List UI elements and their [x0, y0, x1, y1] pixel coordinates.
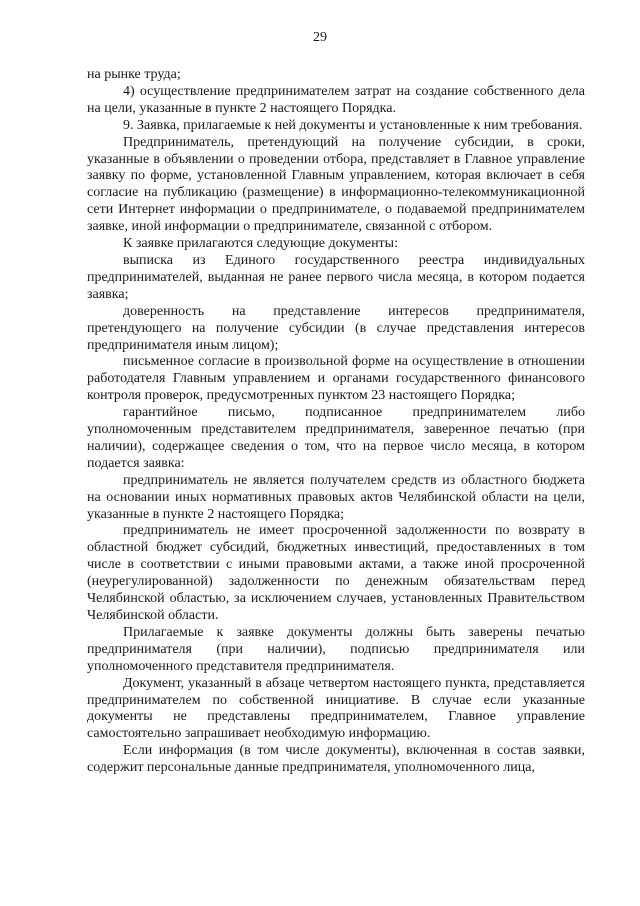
paragraph: выписка из Единого государственного реестра индивидуальных предпринимателей, выданная не ранее первого числа месяца, в котором подается заявка; — [87, 252, 585, 302]
paragraph: гарантийное письмо, подписанное предпринимателем либо уполномоченным представителем предпринимателя, заверенное печатью (при наличии), содержащее сведения о том, что на первое число месяца, в котором подается заявка: — [87, 405, 585, 471]
paragraph: Прилагаемые к заявке документы должны быть заверены печатью предпринимателя (при наличии), подписью предпринимателя или уполномоченного представителя предпринимателя. — [87, 624, 585, 674]
paragraph: 9. Заявка, прилагаемые к ней документы и установленные к ним требования. — [123, 117, 583, 133]
paragraph: 4) осуществление предпринимателем затрат на создание собственного дела на цели, указанные в пункте 2 настоящего Порядка. — [87, 83, 585, 116]
page-number: 29 — [313, 30, 327, 45]
paragraph: на рынке труда; — [87, 67, 181, 82]
paragraph: Если информация (в том числе документы), включенная в состав заявки, содержит персональные данные предпринимателя, уполномоченного лица, — [87, 743, 585, 776]
paragraph: Предприниматель, претендующий на получение субсидии, в сроки, указанные в объявлении о проведении отбора, представляет в Главное управление заявку по форме, установленной Главным управлением, которая включает в себя согласие на публикацию (размещение) в информационно-телекоммуникационной сети Интернет информации о предпринимателе, о подаваемой предпринимателем заявке, иной информации о предпринимателе, связанной с отбором. — [87, 134, 585, 235]
paragraph: доверенность на представление интересов предпринимателя, претендующего на получение субсидии (в случае представления интересов предпринимателя иным лицом); — [87, 303, 585, 353]
paragraph: Документ, указанный в абзаце четвертом настоящего пункта, представляется предпринимателем по собственной инициативе. В случае если указанные документы не представлены предпринимателем, Главное управление самостоятельно запрашивает необходимую информацию. — [87, 675, 585, 742]
paragraph: предприниматель не имеет просроченной задолженности по возврату в областной бюджет субсидий, бюджетных инвестиций, предоставленных в том числе в соответствии с иными правовыми актами, а также иной просроченной (неурегулированной) задолженности по денежным обязательствам перед Челябинской областью, за исключением случаев, установленных Правительством Челябинской области. — [87, 523, 585, 623]
paragraph: письменное согласие в произвольной форме на осуществление в отношении работодателя Главным управлением и органами государственного финансового контроля проверок, предусмотренных пунктом 23 настоящего Порядка; — [87, 354, 585, 404]
document-body — [87, 67, 585, 777]
paragraph: К заявке прилагаются следующие документы: — [123, 236, 398, 252]
paragraph: предприниматель не является получателем средств из областного бюджета на основании иных нормативных правовых актов Челябинской области на цели, указанные в пункте 2 настоящего Порядка; — [87, 472, 585, 522]
